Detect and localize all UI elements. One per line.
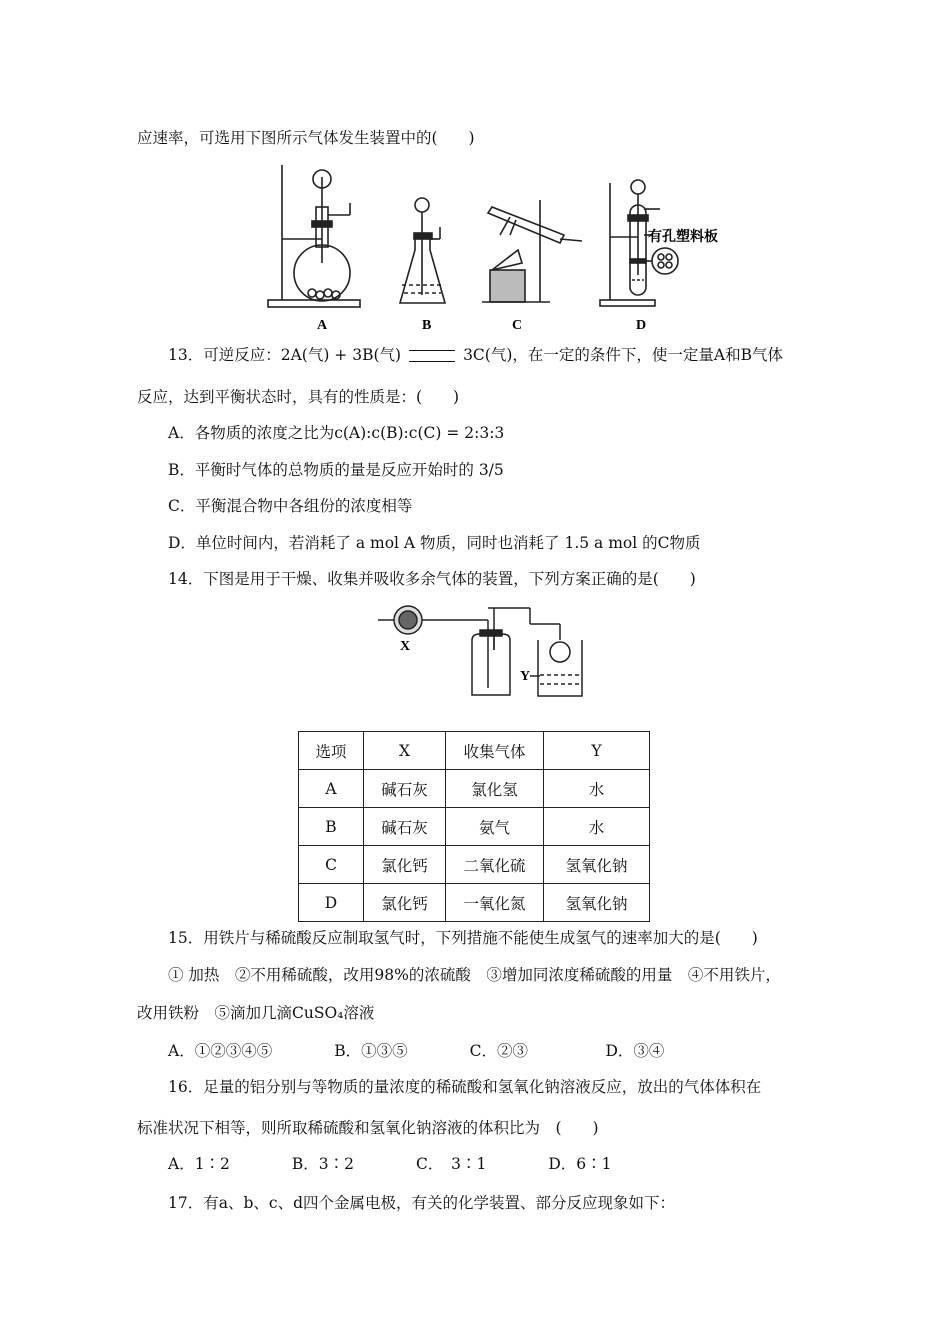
table-cell: 氯化氢	[446, 770, 544, 808]
table-header-cell: 选项	[299, 732, 364, 770]
table-cell: 氨气	[446, 808, 544, 846]
q17-stem: 17．有a、b、c、d四个金属电极，有关的化学装置、部分反应现象如下：	[168, 1194, 675, 1212]
q16-options: A．1∶2 B．3∶2 C． 3∶1 D．6∶1	[168, 1155, 612, 1173]
table-header-row	[299, 732, 650, 770]
q15-measures-line: ① 加热 ②不用稀硫酸，改用98%的浓硫酸 ③增加同浓度稀硫酸的用量 ④不用铁片，	[168, 966, 781, 984]
d-annotation: 有孔塑料板	[648, 230, 718, 245]
table-header-cell: 收集气体	[446, 732, 544, 770]
q16-stem: 16．足量的铝分别与等物质的量浓度的稀硫酸和氢氧化钠溶液反应，放出的气体体积在	[168, 1078, 762, 1096]
q13-stem-right: 3C(气)，在一定的条件下，使一定量A和B气体	[463, 346, 783, 364]
q13-option-b: B．平衡时气体的总物质的量是反应开始时的 3/5	[168, 461, 504, 479]
table-cell: 氢氧化钠	[544, 884, 650, 922]
table-cell: 氯化钙	[364, 846, 446, 884]
table-row	[299, 808, 650, 846]
apparatus-label-d: D	[636, 318, 647, 333]
q13-stem-left: 13．可逆反应：2A(气) + 3B(气)	[168, 346, 402, 364]
q14-stem: 14．下图是用于干燥、收集并吸收多余气体的装置，下列方案正确的是( )	[168, 570, 696, 588]
table-cell: A	[299, 770, 364, 808]
table-cell: 氯化钙	[364, 884, 446, 922]
q16-stem-line2: 标准状况下相等，则所取稀硫酸和氢氧化钠溶液的体积比为 ( )	[137, 1119, 599, 1137]
q13-option-a: A．各物质的浓度之比为c(A):c(B):c(C) = 2:3:3	[168, 424, 505, 442]
table-header-cell: X	[364, 732, 446, 770]
x-label: X	[400, 639, 411, 654]
q13-stem-line2: 反应，达到平衡状态时，具有的性质是：( )	[137, 388, 460, 406]
q13-stem	[168, 344, 783, 366]
table-row	[299, 846, 650, 884]
q13-option-d: D．单位时间内，若消耗了 a mol A 物质，同时也消耗了 1.5 a mol 的C物质	[168, 534, 701, 552]
table-cell: 碱石灰	[364, 770, 446, 808]
table-header-cell: Y	[544, 732, 650, 770]
table-cell: D	[299, 884, 364, 922]
table-cell: 水	[544, 770, 650, 808]
q13-option-c: C．平衡混合物中各组份的浓度相等	[168, 497, 413, 515]
q15-stem: 15．用铁片与稀硫酸反应制取氢气时，下列措施不能使生成氢气的速率加大的是( )	[168, 929, 758, 947]
table-cell: B	[299, 808, 364, 846]
y-label: Y	[520, 669, 531, 684]
table-cell: C	[299, 846, 364, 884]
table-cell: 碱石灰	[364, 808, 446, 846]
drying-collection-apparatus-figure	[370, 600, 600, 710]
apparatus-label-c: C	[512, 318, 523, 333]
q15-options: A．①②③④⑤ B．①③⑤ C．②③ D．③④	[168, 1042, 665, 1060]
table-row	[299, 770, 650, 808]
table-cell: 一氧化氮	[446, 884, 544, 922]
table-cell: 二氧化硫	[446, 846, 544, 884]
table-cell: 水	[544, 808, 650, 846]
equilibrium-sign	[409, 350, 455, 362]
table-row	[299, 884, 650, 922]
q14-options-table	[298, 731, 650, 922]
q15-measures-line2: 改用铁粉 ⑤滴加几滴CuSO₄溶液	[137, 1004, 375, 1022]
gas-generator-apparatus-figure	[260, 155, 730, 335]
apparatus-label-b: B	[422, 318, 432, 333]
table-cell: 氢氧化钠	[544, 846, 650, 884]
apparatus-label-a: A	[317, 318, 328, 333]
intro-text: 应速率，可选用下图所示气体发生装置中的( )	[137, 129, 475, 147]
